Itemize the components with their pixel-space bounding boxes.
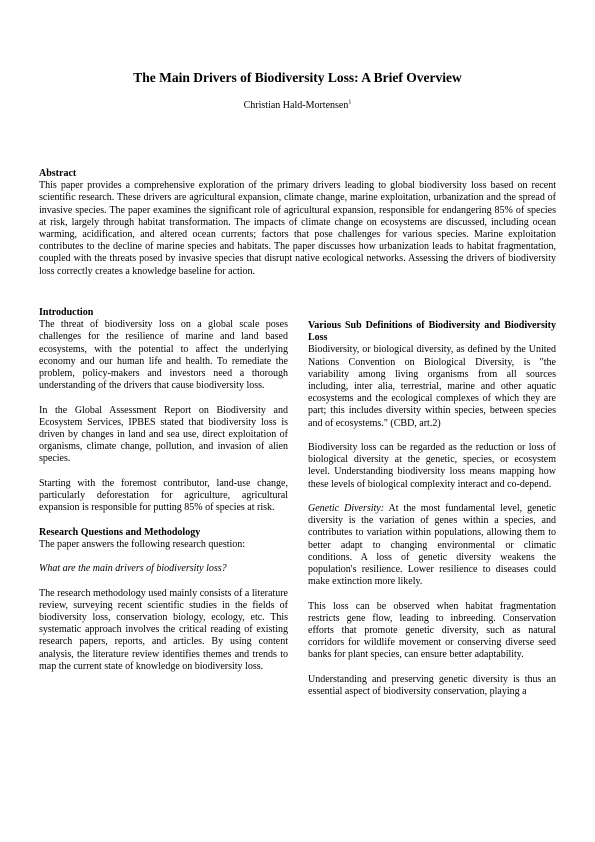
research-paragraph-2: The research methodology used mainly consists of a literature review, surveying recent scientific studies in the fields of biodiversity loss, conservation biology, ecology, etc. This systematic approach involves the critical reading of existing research papers, reports, and articles. By using content analysis, the literature review identifies themes and trends to map the current state of knowledge on biodiversity loss. (39, 587, 288, 672)
introduction-paragraph-2: In the Global Assessment Report on Biodiversity and Ecosystem Services, IPBES stated that biodiversity loss is driven by changes in land and sea use, direct exploitation of organisms, climate change, pollution, and invasion of alien species. (39, 404, 288, 465)
abstract-heading: Abstract (39, 168, 77, 179)
paper-title: The Main Drivers of Biodiversity Loss: A Brief Overview (133, 70, 462, 85)
definitions-paragraph-5: Understanding and preserving genetic diversity is thus an essential aspect of biodiversity conservation, playing a (308, 673, 556, 698)
author-footnote-marker: 1 (348, 99, 352, 106)
definitions-paragraph-4: This loss can be observed when habitat fragmentation restricts gene flow, leading to inbreeding. Conservation efforts that promote genetic diversity, such as natural corridors for wildlife movement or conserving diverse seed banks for plant species, can ensure better adaptability. (308, 600, 556, 661)
definitions-paragraph-1: Biodiversity, or biological diversity, as defined by the United Nations Convention on Biological Diversity, is "the variability among living organisms from all sources including, inter alia, terrestrial, marine and other aquatic ecosystems and the ecological complexes of which they are part; this includes diversity within species, between species and of ecosystems." (CBD, art.2) (308, 344, 556, 429)
research-heading: Research Questions and Methodology (39, 526, 201, 538)
genetic-diversity-paragraph (308, 503, 556, 588)
introduction-heading: Introduction (39, 307, 94, 318)
research-question: What are the main drivers of biodiversity loss? (39, 563, 227, 575)
introduction-paragraph-1: The threat of biodiversity loss on a global scale poses challenges for the resilience of marine and land based ecosystems, with the potential to affect the underlying economy and our human life and health. To remediate the problem, policy-makers and investors need a thorough understanding of the drivers that cause biodiversity loss. (39, 319, 288, 392)
left-column (39, 307, 288, 673)
genetic-diversity-text: At the most fundamental level, genetic diversity is the variation of genes within a species, and contributes to variation within populations, allowing them to better adapt to changing environmental or climatic conditions. A loss of genetic diversity weakens the population's resilience. Lower resilience to diseases could make extinction more likely. (308, 503, 556, 588)
right-column (308, 320, 556, 698)
author-line (0, 100, 595, 111)
genetic-diversity-label: Genetic Diversity: (308, 503, 385, 515)
author-name: Christian Hald-Mortensen (243, 100, 349, 111)
abstract-section (39, 168, 556, 278)
definitions-heading: Various Sub Definitions of Biodiversity and Biodiversity Loss (308, 320, 556, 344)
definitions-paragraph-2: Biodiversity loss can be regarded as the reduction or loss of biological diversity at the genetic, species, or ecosystem level. Understanding biodiversity loss means mapping how these levels of biological complexity interact and co-depend. (308, 442, 556, 490)
research-paragraph-1: The paper answers the following research question: (39, 538, 246, 550)
introduction-paragraph-3: Starting with the foremost contributor, land-use change, particularly deforestation for agriculture, agricultural expansion is responsible for putting 85% of species at risk. (39, 477, 288, 514)
abstract-text: This paper provides a comprehensive exploration of the primary drivers leading to global biodiversity loss based on recent scientific research. These drivers are agricultural expansion, climate change, marine exploitation, urbanization and the spread of invasive species. The paper examines the significant role of agricultural expansion, responsible for endangering 85% of species at risk, largely through habitat transformation. The impacts of climate change on ecosystems are discussed, including ocean warming, acidification, and altered ocean currents; factors that pose challenges for various species. Marine exploitation contributes to the decline of marine species and habitats. The paper discusses how urbanization leads to habitat fragmentation, coupled with the threats posed by invasive species that disrupt native ecological networks. Assessing the drivers of biodiversity loss correctly creates a knowledge baseline for action. (39, 180, 556, 277)
